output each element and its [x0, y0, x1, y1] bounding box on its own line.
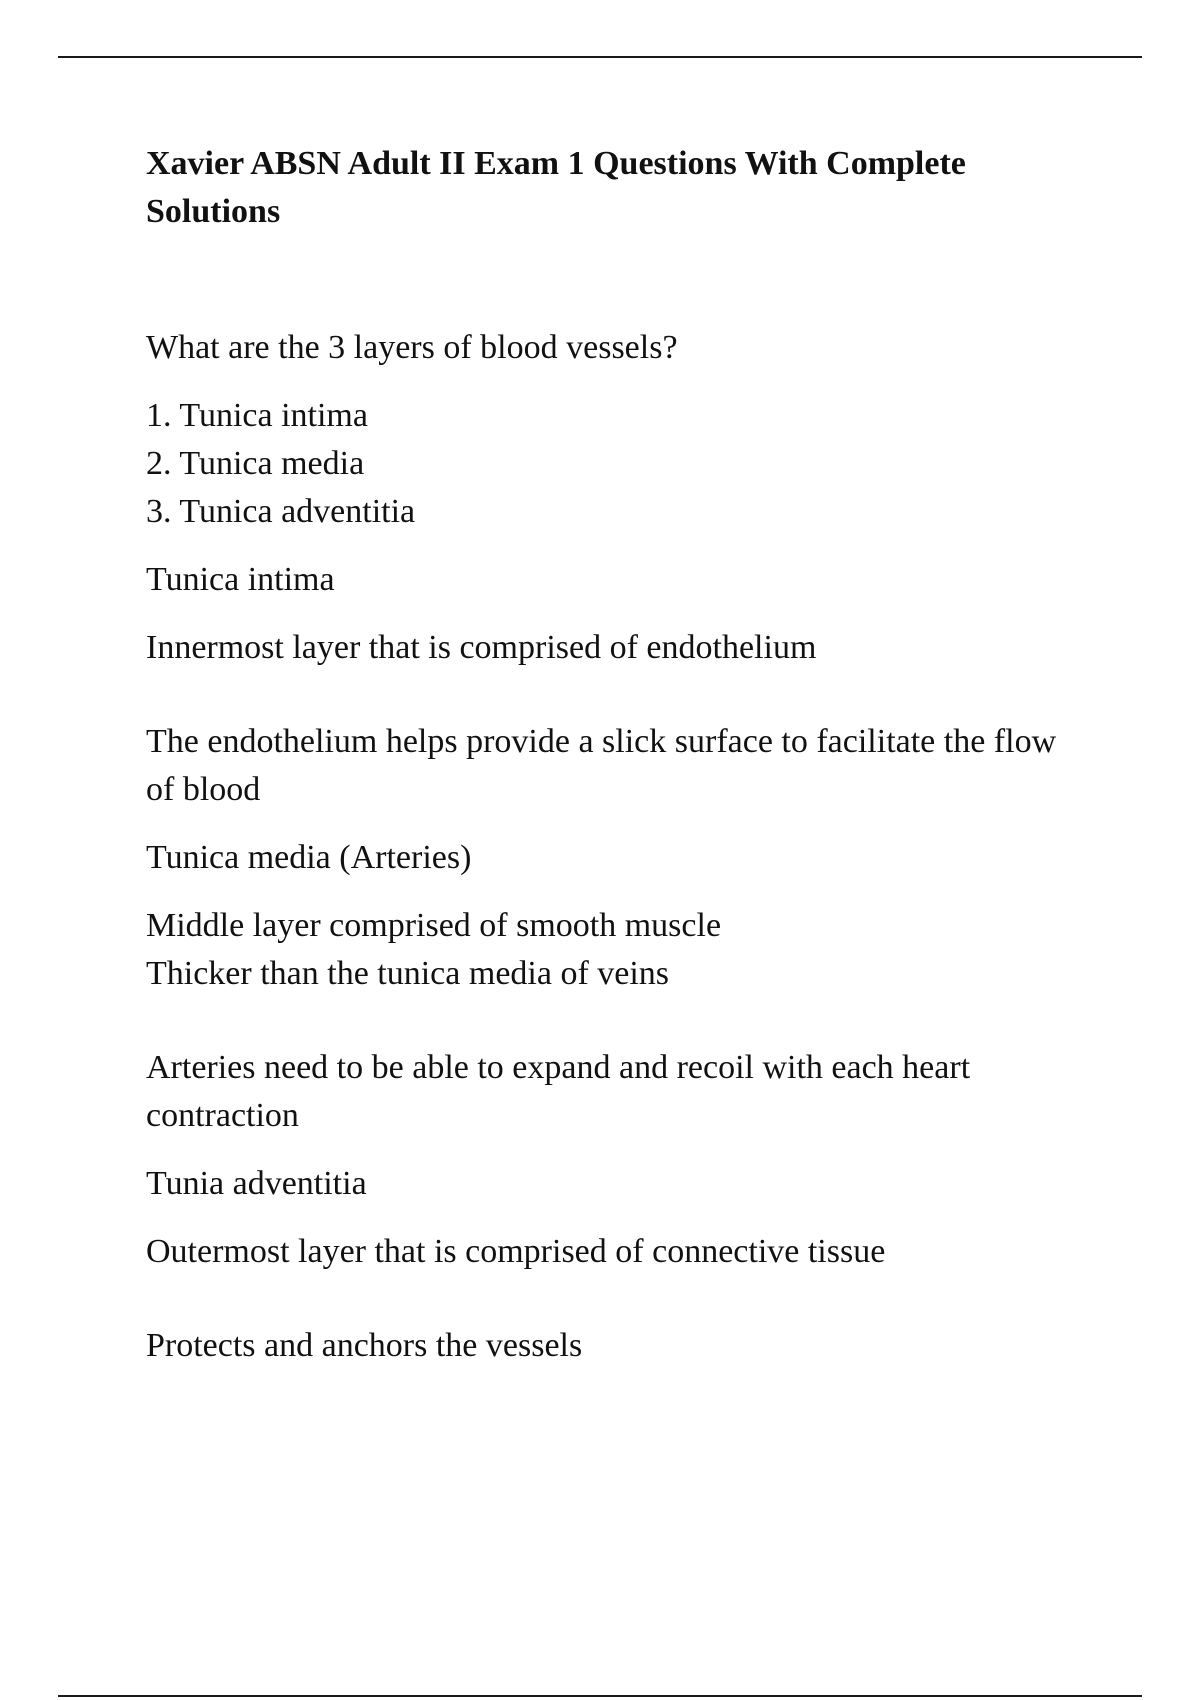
- top-divider: [58, 56, 1142, 58]
- note-tunica-media: Arteries need to be able to expand and recoil with each heart contraction: [146, 1049, 971, 1134]
- note-tunica-intima: The endothelium helps provide a slick surface to facilitate the flow of blood: [146, 723, 1057, 808]
- bottom-divider: [58, 1695, 1142, 1697]
- term-tunica-media: Tunica media (Arteries): [146, 839, 472, 876]
- term-tunica-intima: Tunica intima: [146, 561, 335, 598]
- definition-tunica-adventitia: Outermost layer that is comprised of connective tissue: [146, 1233, 886, 1270]
- definition-line: Thicker than the tunica media of veins: [146, 955, 670, 992]
- layers-list: [146, 392, 1076, 536]
- question-text: What are the 3 layers of blood vessels?: [146, 329, 678, 366]
- document-body: [146, 140, 1076, 1370]
- definition-line: Middle layer comprised of smooth muscle: [146, 907, 722, 944]
- list-item: 1. Tunica intima: [146, 397, 368, 434]
- definition-tunica-intima: Innermost layer that is comprised of endothelium: [146, 629, 817, 666]
- document-title: Xavier ABSN Adult II Exam 1 Questions With Complete Solutions: [146, 145, 966, 230]
- list-item: 3. Tunica adventitia: [146, 493, 416, 530]
- list-item: 2. Tunica media: [146, 445, 365, 482]
- definition-tunica-media: [146, 902, 1076, 998]
- term-tunica-adventitia: Tunia adventitia: [146, 1165, 367, 1202]
- note-tunica-adventitia: Protects and anchors the vessels: [146, 1327, 583, 1364]
